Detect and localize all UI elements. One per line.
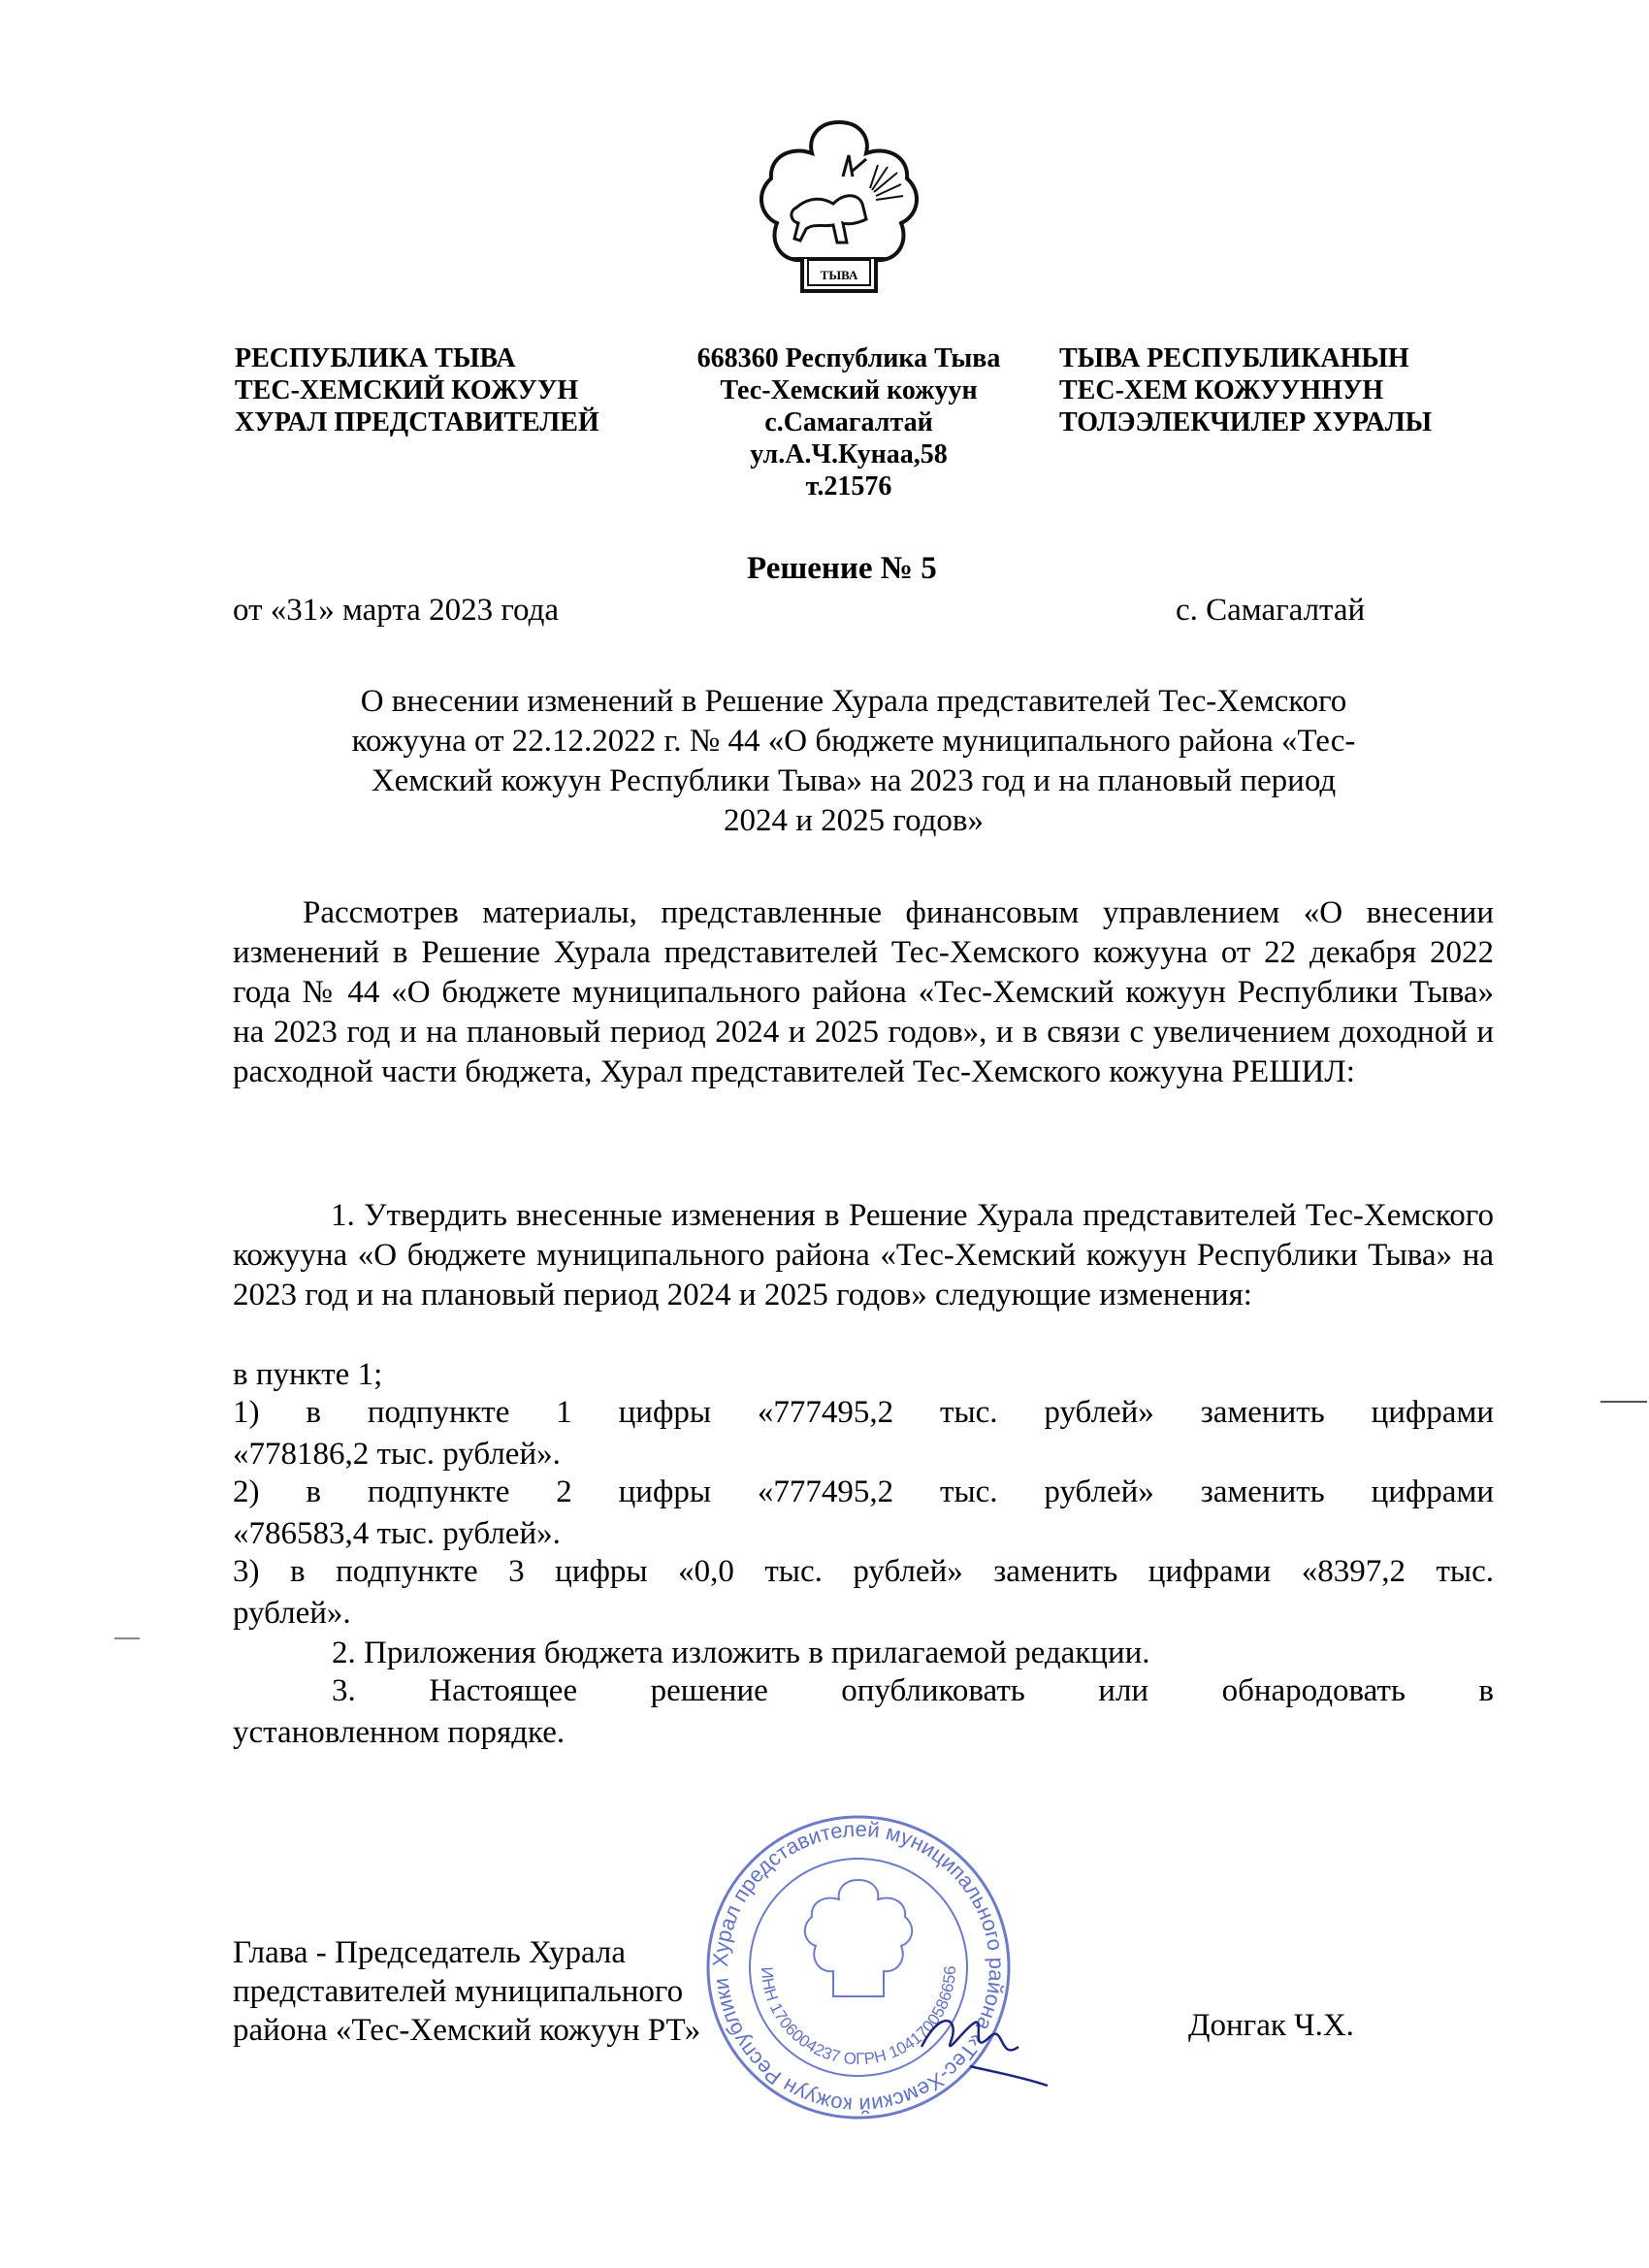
header-right-line-3: ТОЛЭЭЛЕКЧИЛЕР ХУРАЛЫ [1059,407,1433,437]
signature-line-3: района «Тес-Хемский кожуун РТ» [233,2013,701,2048]
decision-title: Решение № 5 [747,551,937,586]
subject-line-3: Хемский кожуун Республики Тыва» на 2023 год и на плановый период [371,763,1337,798]
subclause-1-line-2: «778186,2 тыс. рублей». [233,1437,561,1472]
scan-mark [114,1637,140,1639]
header-address-line-5: т.21576 [805,471,892,502]
decision-date: от «31» марта 2023 года [233,593,560,628]
preamble-paragraph: Рассмотрев материалы, представленные финансовым управлением «О внесении изменений в Решение Хурала представителей Тес-Хемского кожууна от 22 декабря 2022 года № 44 «О бюджете муниципального района «Тес-Хемский кожуун Республики Тыва» на 2023 год и на плановый период 2024 и 2025 годов», и в связи с увеличением доходной и расходной части бюджета, Хурал представителей Тес-Хемского кожууна РЕШИЛ: [233,895,1494,1089]
item-3-line-1: 3. Настоящее решение опубликовать или обнародовать в [332,1673,1494,1708]
subclause-3-line-2: рублей». [233,1596,351,1631]
header-address-block [669,342,1028,502]
subject-line-2: кожууна от 22.12.2022 г. № 44 «О бюджете муниципального района «Тес- [351,724,1356,759]
subject-line-1: О внесении изменений в Решение Хурала представителей Тес-Хемского [360,684,1347,719]
emblem-label: ТЫВА [820,268,858,282]
decision-subject [252,682,1455,841]
signature-line-2: представителей муниципального [233,1974,684,2009]
header-address-line-1: 668360 Республика Тыва [696,343,1001,373]
subclause-1-line-1: 1) в подпункте 1 цифры «777495,2 тыс. рублей» заменить цифрами [233,1395,1494,1430]
header-address-line-2: Тес-Хемский кожуун [720,375,978,405]
header-left-line-1: РЕСПУБЛИКА ТЫВА [235,343,516,373]
signature-title-block [233,1933,700,2050]
header-right-line-2: ТЕС-ХЕМ КОЖУУННУН [1059,375,1384,405]
header-address-line-4: ул.А.Ч.Кунаа,58 [750,439,948,470]
header-left-line-2: ТЕС-ХЕМСКИЙ КОЖУУН [235,375,579,405]
header-left-block [235,342,599,438]
item-3-line-2: установленном порядке. [233,1715,566,1750]
subclause-3-line-1: 3) в подпункте 3 цифры «0,0 тыс. рублей» заменить цифрами «8397,2 тыс. [233,1554,1494,1589]
header-right-block [1059,342,1432,438]
item-1-paragraph: 1. Утвердить внесенные изменения в Решение Хурала представителей Тес-Хемского кожууна «О бюджете муниципального района «Тес-Хемский кожуун Республики Тыва» на 2023 год и на плановый период 2024 и 2025 годов» следующие изменения: [233,1198,1494,1312]
subclause-2-line-2: «786583,4 тыс. рублей». [233,1516,561,1551]
coat-of-arms-emblem [752,114,926,313]
stamp-outer-text: Хурал представителей муниципального района «Тес-Хемский кожуун Республики [707,1816,1010,2119]
signature-line-1: Глава - Председатель Хурала [233,1935,626,1970]
signer-name: Донгак Ч.Х. [1188,2008,1354,2043]
header-right-line-1: ТЫВА РЕСПУБЛИКАНЫН [1059,343,1409,373]
stamp-inner-text: ИНН 1706004237 ОГРН 1041700586656 [757,1965,960,2069]
header-left-line-3: ХУРАЛ ПРЕДСТАВИТЕЛЕЙ [235,407,599,437]
decision-place: с. Самагалтай [1176,593,1366,628]
subject-line-4: 2024 и 2025 годов» [723,803,985,838]
header-address-line-3: с.Самагалтай [764,407,933,437]
item-2: 2. Приложения бюджета изложить в прилагаемой редакции. [332,1636,1150,1670]
clause-point: в пункте 1; [233,1357,383,1392]
scan-mark [1600,1401,1647,1403]
handwritten-signature [912,1989,1057,2095]
subclause-2-line-1: 2) в подпункте 2 цифры «777495,2 тыс. рублей» заменить цифрами [233,1474,1494,1509]
